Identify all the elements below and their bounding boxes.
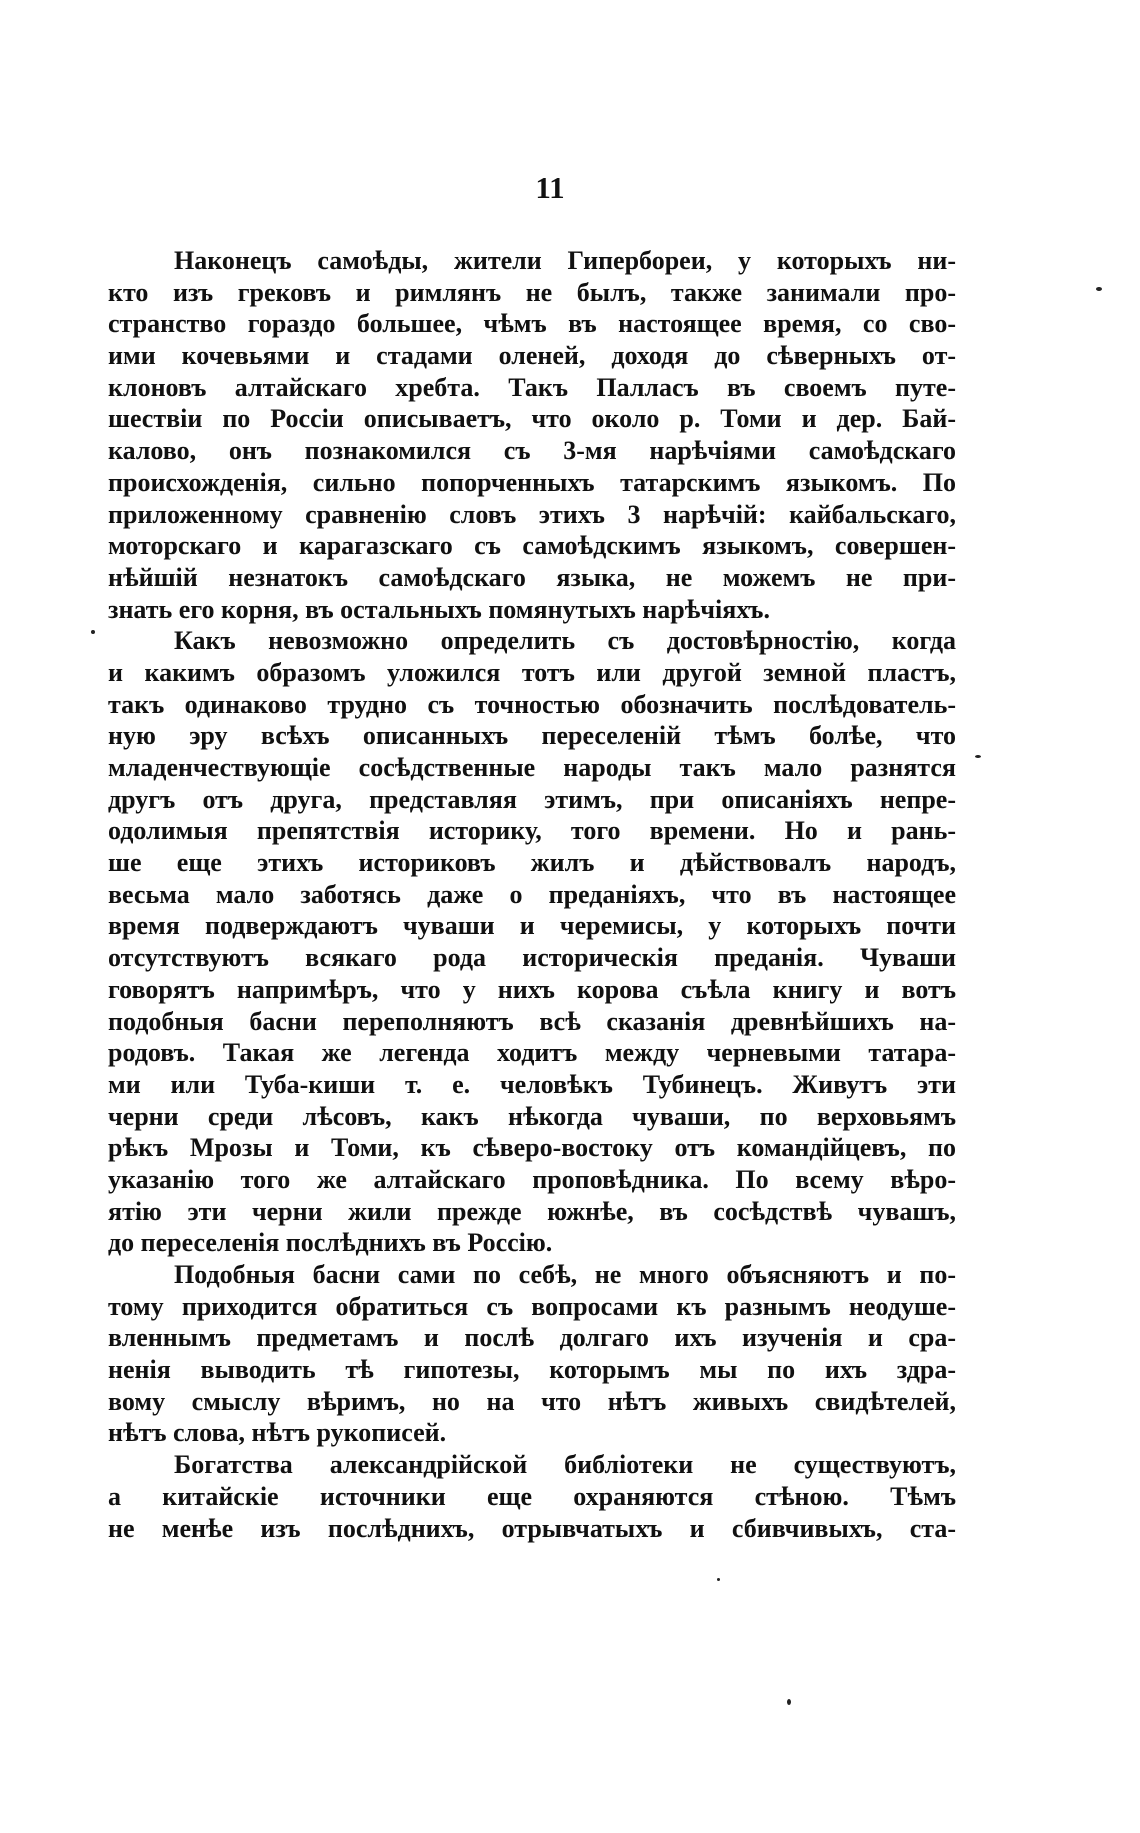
text-line: нѣтъ слова, нѣтъ рукописей.	[108, 1418, 447, 1448]
text-line: нѣйшій незнатокъ самоѣдскаго языка, не можемъ не при-	[108, 562, 956, 592]
scan-speck	[787, 1699, 791, 1705]
text-line: одолимыя препятствія историку, того времени. Но и рань-	[108, 816, 956, 846]
scan-speck	[717, 1578, 720, 1581]
text-line: моторскаго и карагазскаго съ самоѣдскимъ языкомъ, совершен-	[108, 531, 956, 561]
page-number: 11	[535, 170, 565, 205]
paragraph-1	[108, 245, 956, 625]
text-line: отсутствуютъ всякаго рода историческія преданія. Чуваши	[108, 943, 956, 973]
text-line: тому приходится обратиться съ вопросами къ разнымъ неодуше-	[108, 1291, 956, 1321]
text-line: ми или Туба-киши т. е. человѣкъ Тубинецъ. Живутъ эти	[108, 1069, 956, 1099]
text-line: приложенному сравненію словъ этихъ 3 нарѣчій: кайбальскаго,	[108, 499, 956, 529]
text-line: Какъ невозможно определить съ достовѣрностію, когда	[174, 626, 956, 656]
text-line: Наконецъ самоѣды, жители Гипербореи, у которыхъ ни-	[174, 246, 956, 275]
text-line: время подверждаютъ чуваши и черемисы, у которыхъ почти	[108, 911, 956, 941]
text-line: ную эру всѣхъ описанныхъ переселеній тѣмъ болѣе, что	[108, 721, 956, 751]
text-line: младенчествующіе сосѣдственные народы такъ мало разнятся	[108, 753, 956, 782]
text-line: ше еще этихъ историковъ жилъ и дѣйствовалъ народъ,	[108, 848, 956, 878]
text-line: происхожденія, сильно попорченныхъ татарскимъ языкомъ. По	[108, 467, 956, 497]
text-line: ненія выводить тѣ гипотезы, которымъ мы по ихъ здра-	[108, 1355, 956, 1385]
text-line: другъ отъ друга, представляя этимъ, при описаніяхъ непре-	[108, 784, 956, 814]
paragraph-2	[108, 625, 956, 1259]
text-line: указанію того же алтайскаго проповѣдника. По всему вѣро-	[108, 1164, 956, 1194]
scan-speck	[1096, 287, 1102, 291]
text-line: Богатства александрійской библіотеки не существуютъ,	[174, 1450, 956, 1480]
text-line: вому смыслу вѣримъ, но на что нѣтъ живыхъ свидѣтелей,	[108, 1386, 956, 1416]
scan-speck	[975, 755, 981, 758]
text-line: до переселенія послѣднихъ въ Россію.	[108, 1228, 553, 1258]
text-line: кто изъ грековъ и римлянъ не былъ, также занимали про-	[108, 277, 956, 307]
text-line: рѣкъ Мрозы и Томи, къ сѣверо-востоку отъ командійцевъ, по	[108, 1133, 956, 1163]
text-line: калово, онъ познакомился съ 3-мя нарѣчіями самоѣдскаго	[108, 436, 956, 466]
text-line: Подобныя басни сами по себѣ, не много объясняютъ и по-	[174, 1260, 956, 1289]
text-line: странство гораздо большее, чѣмъ въ настоящее время, со сво-	[108, 309, 956, 339]
body-text	[108, 245, 956, 1544]
text-line: шествіи по Россіи описываетъ, что около р. Томи и дер. Бай-	[108, 404, 956, 434]
text-line: черни среди лѣсовъ, какъ нѣкогда чуваши, по верховьямъ	[108, 1101, 956, 1131]
text-line: такъ одинаково трудно съ точностью обозначить послѣдователь-	[108, 689, 956, 719]
text-line: родовъ. Такая же легенда ходитъ между черневыми татара-	[108, 1038, 956, 1068]
text-line: и какимъ образомъ уложился тотъ или другой земной пластъ,	[108, 657, 956, 687]
text-line: не менѣе изъ послѣднихъ, отрывчатыхъ и сбивчивыхъ, ста-	[108, 1513, 956, 1543]
text-line: а китайскіе источники еще охраняются стѣною. Тѣмъ	[108, 1481, 956, 1511]
text-line: говорятъ напримѣръ, что у нихъ корова съѣла книгу и вотъ	[108, 974, 956, 1004]
text-line: клоновъ алтайскаго хребта. Такъ Палласъ въ своемъ путе-	[108, 372, 956, 402]
text-line: вленнымъ предметамъ и послѣ долгаго ихъ изученія и сра-	[108, 1323, 956, 1353]
text-line: весьма мало заботясь даже о преданіяхъ, что въ настоящее	[108, 879, 956, 909]
scan-speck	[91, 630, 95, 634]
text-line: ятію эти черни жили прежде южнѣе, въ сосѣдствѣ чувашъ,	[108, 1196, 956, 1226]
text-line: знать его корня, въ остальныхъ помянутыхъ нарѣчіяхъ.	[108, 594, 770, 624]
paragraph-3	[108, 1259, 956, 1449]
text-line: подобныя басни переполняютъ всѣ сказанія древнѣйшихъ на-	[108, 1006, 956, 1036]
paragraph-4	[108, 1449, 956, 1544]
text-line: ими кочевьями и стадами оленей, доходя до сѣверныхъ от-	[108, 341, 956, 371]
